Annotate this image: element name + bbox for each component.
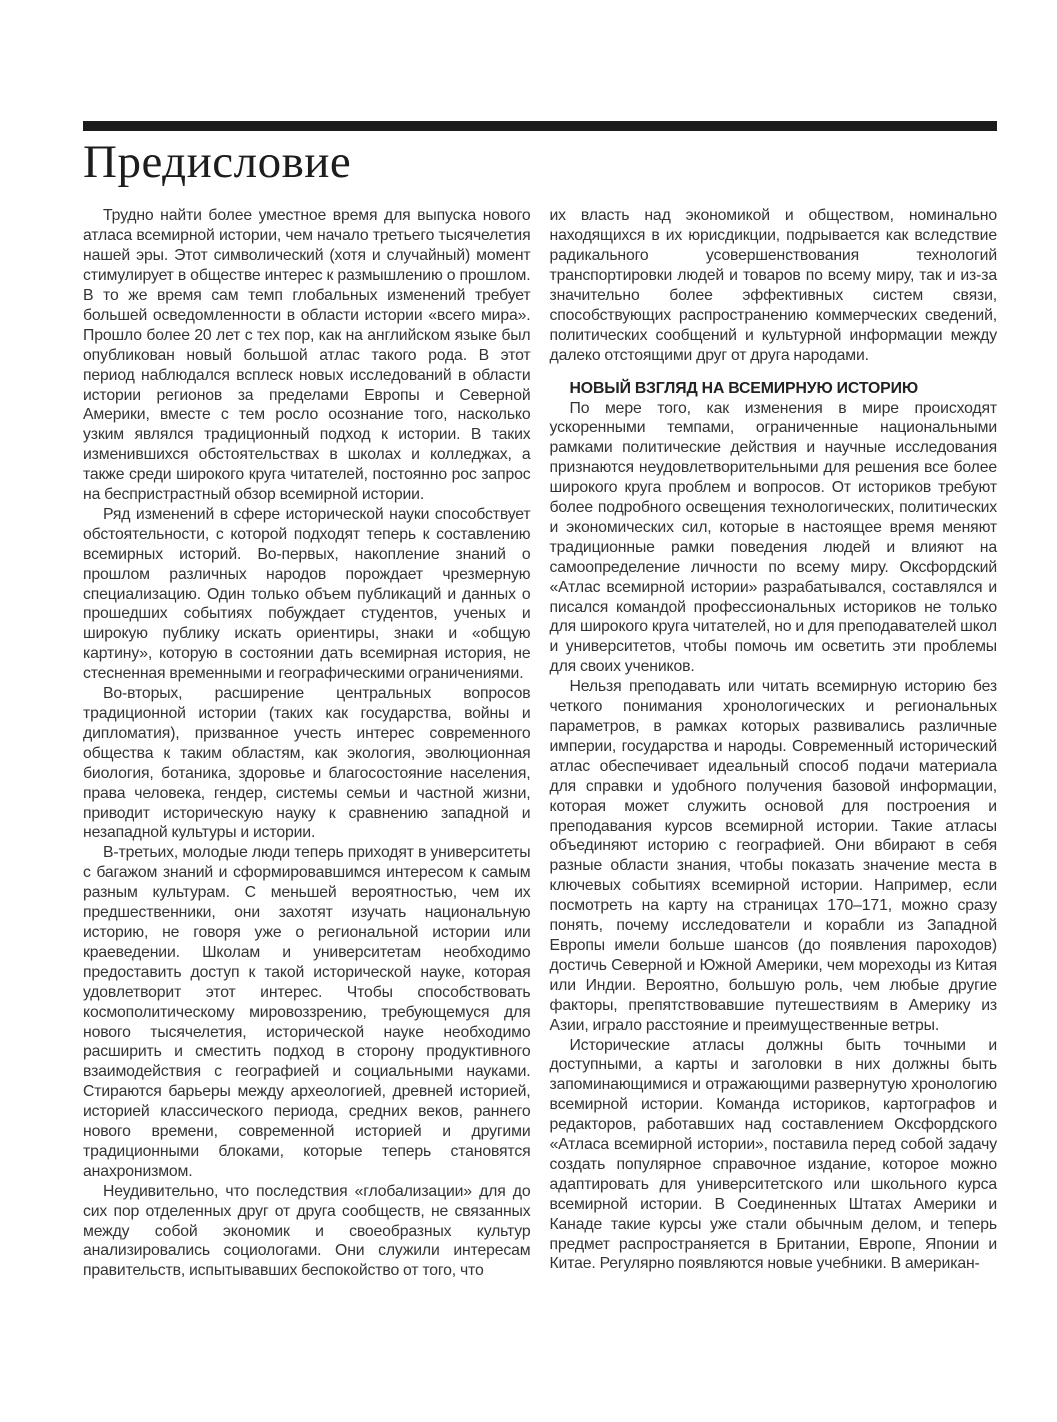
continuation-paragraph: их власть над экономикой и обществом, номинально находящихся в их юрисдикции, подрывается как вследствие радикального усовершенствования технологий транспортировки людей и товаров по всему миру, так и из-за значительно более эффективных систем связи, способствующих распространению коммерческих сведений, политических сообщений и культурной информации между далеко отстоящими друг от друга народами. [549,207,997,364]
paragraph: Неудивительно, что последствия «глобализации» для до сих пор отделенных друг от друга сообществ, не связанных между собой экономик и своеобразных культур анализировались социологами. Они служили интересам правительств, испытывавших беспокойство от того, что [83,1182,531,1280]
paragraph: Ряд изменений в сфере исторической науки способствует обстоятельности, с которой подходят теперь к составлению всемирных историй. Во-первых, накопление знаний о прошлом различных народов порождает чрезмерную специализацию. Один только объем публикаций и данных о прошедших событиях побуждает студентов, ученых и широкую публику искать ориентиры, знаки и «общую картину», которую в состоянии дать всемирная история, не стесненная временными и географическими ограничениями. [83,505,531,683]
paragraph: Нельзя преподавать или читать всемирную историю без четкого понимания хронологических и региональных параметров, в рамках которых развивались различные империи, государства и народы. Современный исторический атлас обеспечивает идеальный способ подачи материала для справки и удобного получения базовой информации, которая может служить основой для построения и преподавания курсов всемирной истории. Такие атласы объединяют историю с географией. Они вбирают в себя разные области знания, чтобы показать значение места в ключевых событиях всемирной истории. Например, если посмотреть на карту на страницах 170–171, можно сразу понять, почему исследователи и корабли из Западной Европы имели больше шансов (до появления пароходов) достичь Северной и Южной Америки, чем мореходы из Китая или Индии. Вероятно, большую роль, чем любые другие факторы, препятствовавшие путешествиям в Америку из Азии, играло расстояние и преимущественные ветры. [549,678,997,1034]
paragraph: По мере того, как изменения в мире происходят ускоренными темпами, ограниченные национальными рамками политические действия и научные исследования признаются неудовлетворительными для решения все более широкого круга проблем и вопросов. От историков требуют более подробного освещения технологических, политических и экономических сил, которые в настоящее время меняют традиционные рамки поведения людей и влияют на самоопределение личности по всему миру. Оксфордский «Атлас всемирной истории» разрабатывался, составлялся и писался командой профессиональных историков не только для широкого круга читателей, но и для преподавателей школ и университетов, чтобы помочь им осветить эти проблемы для своих учеников. [549,399,998,676]
text-columns [83,206,997,1281]
page-title: Предисловие [83,136,352,188]
left-column [83,206,531,1281]
paragraph: Трудно найти более уместное время для выпуска нового атласа всемирной истории, чем начало третьего тысячелетия нашей эры. Этот символический (хотя и случайный) момент стимулирует в обществе интерес к размышлению о прошлом. В то же время сам темп глобальных изменений требует большей осведомленности в области истории «всего мира». Прошло более 20 лет с тех пор, как на английском языке был опубликован новый большой атлас такого рода. В этот период наблюдался всплеск новых исследований в области истории регионов за пределами Европы и Северной Америки, вместе с тем росло осознание того, насколько узким являлся традиционный подход к истории. В таких изменившихся обстоятельствах в школах и колледжах, а также среди широкого круга читателей, постоянно рос запрос на беспристрастный обзор всемирной истории. [83,207,531,504]
right-column [550,206,998,1281]
paragraph: Во-вторых, расширение центральных вопросов традиционной истории (таких как государства, войны и дипломатия), призванное учесть интерес современного общества к таким областям, как экология, эволюционная биология, ботаника, здоровье и благосостояние населения, права человека, гендер, системы семьи и частной жизни, приводит историческую науку к сравнению западной и незападной культуры и истории. [83,685,531,842]
section-heading: НОВЫЙ ВЗГЛЯД НА ВСЕМИРНУЮ ИСТОРИЮ [569,379,919,397]
top-rule [83,121,997,131]
paragraph: Исторические атласы должны быть точными и доступными, а карты и заголовки в них должны быть запоминающимися и отражающими развернутую хронологию всемирной истории. Команда историков, картографов и редакторов, работавших над составлением Оксфордского «Атласа всемирной истории», поставила перед собой задачу создать популярное справочное издание, которое можно адаптировать для университетского или школьного курса всемирной истории. В Соединенных Штатах Америки и Канаде такие курсы уже стали обычным делом, и теперь предмет распространяется в Британии, Европе, Японии и Китае. Регулярно появляются новые учебники. В американ- [549,1036,997,1273]
paragraph: В-третьих, молодые люди теперь приходят в университеты с багажом знаний и сформировавшимся интересом к самым разным культурам. С меньшей вероятностью, чем их предшественники, они захотят изучать национальную историю, не говоря уже о региональной истории или краеведении. Школам и университетам необходимо предоставить доступ к такой исторической науке, которая удовлетворит этот интерес. Чтобы способствовать космополитическому мировоззрению, требующемуся для нового тысячелетия, исторической науке необходимо расширить и сместить подход в сторону продуктивного взаимодействия с географией и социальными науками. Стираются барьеры между археологией, древней историей, историей классического периода, средних веков, раннего нового времени, современной историей и другими традиционными блоками, которые теперь становятся анахронизмом. [83,844,531,1180]
